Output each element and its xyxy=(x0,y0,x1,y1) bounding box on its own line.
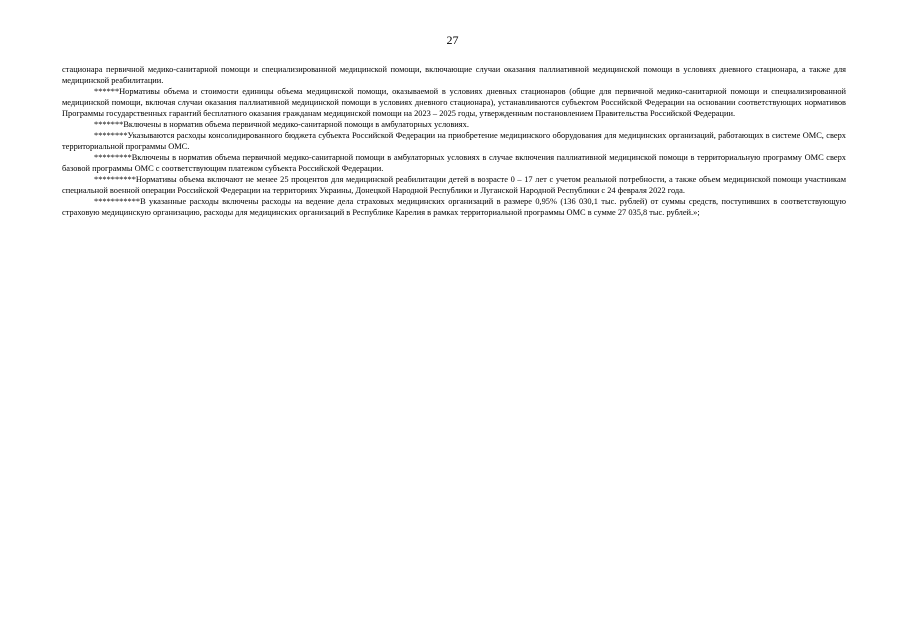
footnote-8-stars: ********Указываются расходы консолидированного бюджета субъекта Российской Федерации на приобретение медицинского оборудования для медицинских организаций, работающих в системе ОМС, сверх территориальной программы ОМС. xyxy=(62,131,846,151)
footnote-6-stars: ******Нормативы объема и стоимости единицы объема медицинской помощи, оказываемой в условиях дневных стационаров (общие для первичной медико-санитарной помощи и специализированной медицинской помощи, включая случаи оказания паллиативной медицинской помощи в условиях дневного стационара), устанавливаются субъектом Российской Федерации на основании соответствующих нормативов Программы государственных гарантий бесплатного оказания гражданам медицинской помощи на 2023 – 2025 годы, утвержденным постановлением Правительства Российской Федерации. xyxy=(62,87,846,118)
footnotes-block xyxy=(62,64,846,218)
footnote-continuation: стационара первичной медико-санитарной помощи и специализированной медицинской помощи, включающие случаи оказания паллиативной медицинской помощи в условиях дневного стационара, а также для медицинской реабилитации. xyxy=(62,65,846,85)
footnote-10-stars: **********Нормативы объема включают не менее 25 процентов для медицинской реабилитации детей в возрасте 0 – 17 лет с учетом реальной потребности, а также объем медицинской помощи участникам специальной военной операции Российской Федерации на территориях Украины, Донецкой Народной Республики и Луганской Народной Республики с 24 февраля 2022 года. xyxy=(62,175,846,195)
footnote-7-stars: *******Включены в норматив объема первичной медико-санитарной помощи в амбулаторных условиях. xyxy=(94,120,469,129)
page-number: 27 xyxy=(446,33,459,47)
footnote-9-stars: *********Включены в норматив объема первичной медико-санитарной помощи в амбулаторных условиях в случае включения паллиативной медицинской помощи в территориальную программу ОМС сверх базовой программы ОМС с соответствующим платежом субъекта Российской Федерации. xyxy=(62,153,846,173)
footnote-11-stars: ***********В указанные расходы включены расходы на ведение дела страховых медицинских организаций в размере 0,95% (136 030,1 тыс. рублей) от суммы средств, поступивших в соответствующую страховую медицинскую организацию, расходы для медицинских организаций в Республике Карелия в рамках территориальной программы ОМС в сумме 27 035,8 тыс. рублей.»; xyxy=(62,197,846,217)
